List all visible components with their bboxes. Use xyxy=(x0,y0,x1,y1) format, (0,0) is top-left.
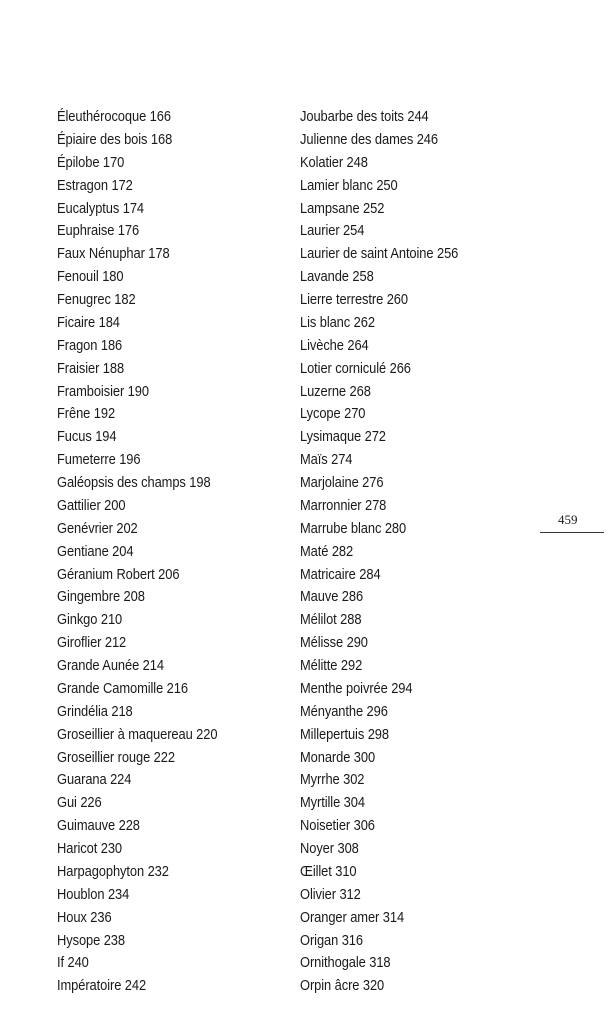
index-entry: Grindélia 218 xyxy=(57,702,133,720)
page-number: 459 xyxy=(558,512,578,527)
index-entry: Noyer 308 xyxy=(300,840,359,857)
index-entry: Monarde 300 xyxy=(300,748,376,766)
index-entry: Gattilier 200 xyxy=(57,496,126,514)
index-entry: Fraisier 188 xyxy=(57,359,125,377)
index-entry: Ficaire 184 xyxy=(57,313,120,331)
index-entry: Livèche 264 xyxy=(300,336,369,354)
index-entry: Houx 236 xyxy=(57,908,112,926)
index-entry: Lycope 270 xyxy=(300,405,366,423)
index-entry: Euphraise 176 xyxy=(57,222,140,240)
index-entry: Houblon 234 xyxy=(57,885,130,903)
index-entry: Marronnier 278 xyxy=(300,496,387,514)
index-entry: Fucus 194 xyxy=(57,428,117,446)
index-entry: Gui 226 xyxy=(57,794,102,812)
index-entry: Fenouil 180 xyxy=(57,268,124,286)
index-entry: Joubarbe des toits 244 xyxy=(300,108,429,125)
page-number-rule xyxy=(540,532,604,533)
index-entry: Grande Camomille 216 xyxy=(57,679,188,697)
index-entry: Ornithogale 318 xyxy=(300,954,391,972)
index-entry: Marrube blanc 280 xyxy=(300,519,407,537)
index-entry: Oranger amer 314 xyxy=(300,908,405,926)
index-entry: Frêne 192 xyxy=(57,405,116,423)
index-entry: Myrrhe 302 xyxy=(300,771,365,789)
index-entry: Laurier 254 xyxy=(300,222,365,240)
index-entry: Luzerne 268 xyxy=(300,382,371,400)
index-entry: Faux Nénuphar 178 xyxy=(57,245,170,263)
index-entry: Framboisier 190 xyxy=(57,382,149,400)
index-entry: Mauve 286 xyxy=(300,588,364,606)
index-entry: Guarana 224 xyxy=(57,771,132,789)
index-entry: Guimauve 228 xyxy=(57,817,140,835)
index-entry: Marjolaine 276 xyxy=(300,474,384,491)
index-entry: Olivier 312 xyxy=(300,885,361,903)
index-entry: Julienne des dames 246 xyxy=(300,130,438,148)
index-entry: Éleuthérocoque 166 xyxy=(57,108,171,125)
index-entry: Maté 282 xyxy=(300,542,354,560)
index-entry: Gentiane 204 xyxy=(57,542,134,560)
index-entry: Œillet 310 xyxy=(300,862,357,880)
index-entry: Gingembre 208 xyxy=(57,588,145,606)
index-entry: Géranium Robert 206 xyxy=(57,565,180,583)
index-entry: Hysope 238 xyxy=(57,931,125,949)
index-entry: If 240 xyxy=(57,954,89,972)
index-entry: Lysimaque 272 xyxy=(300,428,386,446)
index-entry: Lis blanc 262 xyxy=(300,313,375,331)
index-entry: Lierre terrestre 260 xyxy=(300,291,408,308)
index-entry: Ginkgo 210 xyxy=(57,611,123,629)
index-entry: Fragon 186 xyxy=(57,336,123,354)
index-entry: Galéopsis des champs 198 xyxy=(57,474,211,491)
index-entry: Harpagophyton 232 xyxy=(57,862,169,880)
index-entry: Giroflier 212 xyxy=(57,634,127,652)
index-entry: Mélilot 288 xyxy=(300,611,362,629)
index-entry: Épiaire des bois 168 xyxy=(57,130,173,148)
index-entry: Lampsane 252 xyxy=(300,199,385,217)
index-entry: Lamier blanc 250 xyxy=(300,176,398,194)
index-entry: Grande Aunée 214 xyxy=(57,657,164,674)
index-entry: Fenugrec 182 xyxy=(57,291,136,308)
index-entry: Genévrier 202 xyxy=(57,519,138,537)
index-entry: Épilobe 170 xyxy=(57,153,125,171)
index-entry: Maïs 274 xyxy=(300,451,353,469)
index-entry: Mélitte 292 xyxy=(300,657,363,674)
index-entry: Menthe poivrée 294 xyxy=(300,679,413,697)
index-entry: Lotier corniculé 266 xyxy=(300,359,411,377)
index-entry: Matricaire 284 xyxy=(300,565,381,583)
index-entry: Groseillier rouge 222 xyxy=(57,748,175,766)
index-entry: Millepertuis 298 xyxy=(300,725,389,743)
index-entry: Ményanthe 296 xyxy=(300,702,388,720)
index-entry: Fumeterre 196 xyxy=(57,451,141,469)
index-column-right xyxy=(300,106,530,998)
index-entry: Groseillier à maquereau 220 xyxy=(57,725,218,743)
index-entry: Orpin âcre 320 xyxy=(300,977,385,995)
index-entry: Noisetier 306 xyxy=(300,817,375,835)
index-entry: Kolatier 248 xyxy=(300,153,368,171)
index-entry: Eucalyptus 174 xyxy=(57,199,145,217)
index-column-left xyxy=(57,106,287,998)
index-entry: Myrtille 304 xyxy=(300,794,365,812)
index-entry: Haricot 230 xyxy=(57,840,123,857)
index-entry: Estragon 172 xyxy=(57,176,133,194)
index-entry: Impératoire 242 xyxy=(57,977,147,995)
index-entry: Origan 316 xyxy=(300,931,363,949)
index-entry: Laurier de saint Antoine 256 xyxy=(300,245,459,263)
index-entry: Mélisse 290 xyxy=(300,634,368,652)
index-entry: Lavande 258 xyxy=(300,268,374,286)
